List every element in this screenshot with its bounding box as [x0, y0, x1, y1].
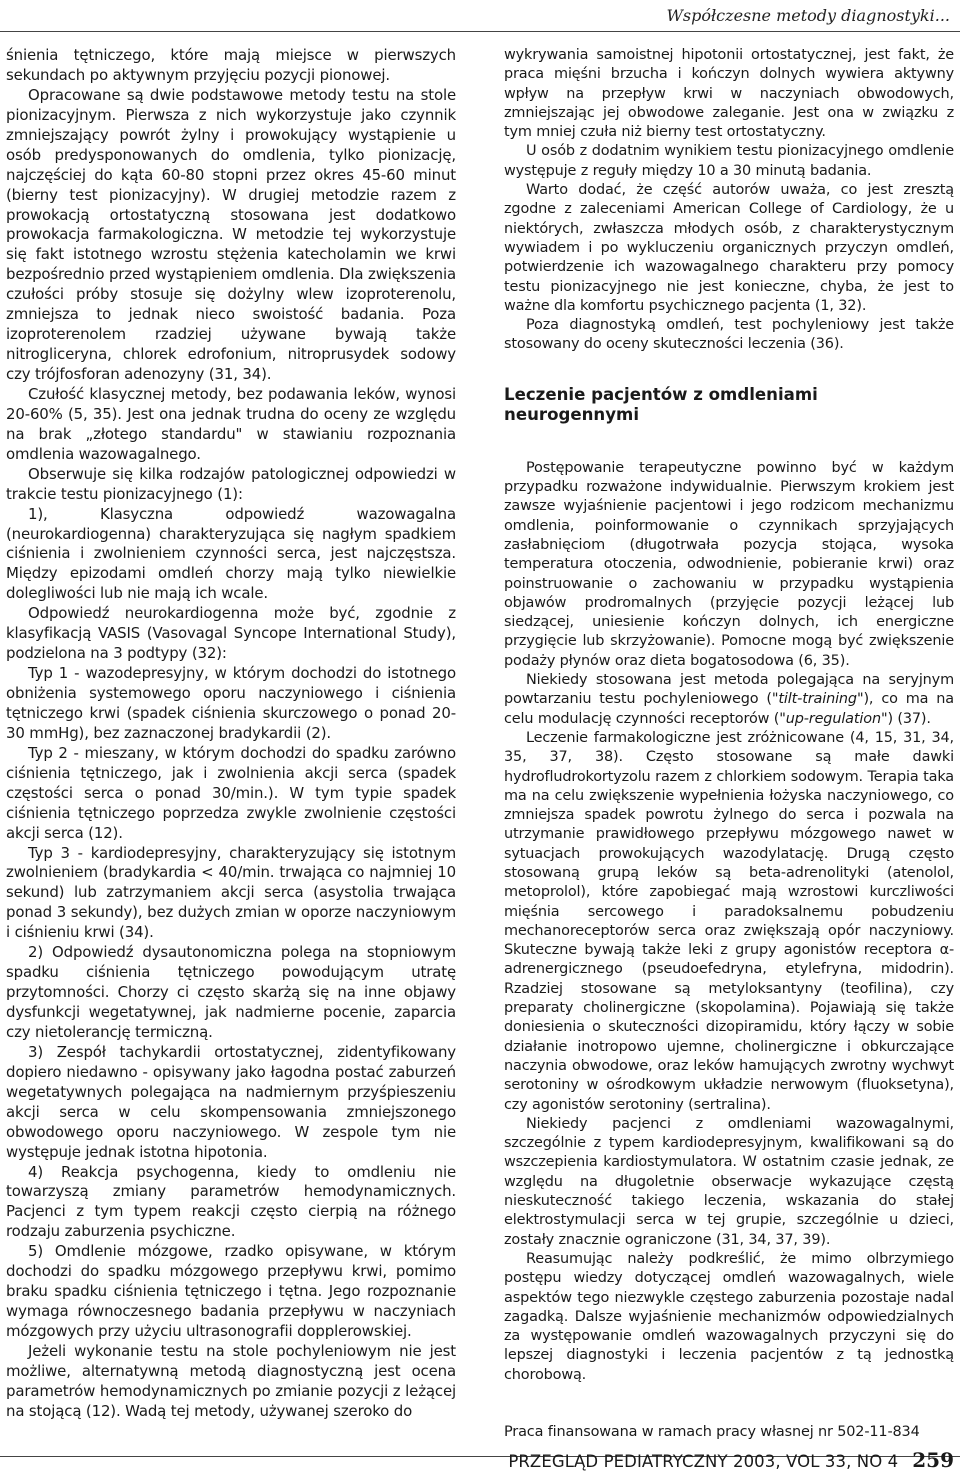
tilt-training-paragraph: [504, 671, 954, 729]
paragraph: 5) Omdlenie mózgowe, rzadko opisywane, w którym dochodzi do spadku mózgowego przepływu krwi, pomimo braku spadku ciśnienia tętniczego i tętna. Jego rozpoznanie wymaga równoczesnego badania przepływu w naczyniach mózgowych przy użyciu ultrasonografii dopplerowskiej.: [6, 1242, 456, 1340]
paragraph: Typ 2 - mieszany, w którym dochodzi do spadku zarówno ciśnienia tętniczego, jak i zwolnienia akcji serca (spadek częstości serca o ponad 30/min.). W tym typie spadek ciśnienia tętniczego poprzedza zwykle zwolnienie częstości akcji serca (12).: [6, 743, 456, 842]
text-run: ") (37).: [880, 710, 931, 727]
paragraph: Opracowane są dwie podstawowe metody testu na stole pionizacyjnym. Pierwsza z nich wykorzystuje jako czynnik zmniejszający powrót żylny i prowokujący wystąpienie u osób predysponowanych do omdlenia, tylko pionizację, najczęściej do kąta 60-80 stopni przez okres 45-60 minut (bierny test pionizacyjny). W drugiej metodzie razem z prowokacją ortostatyczną stosowana jest dodatkowo prowokacja farmakologiczna. W metodzie tej wykorzystuje się fakt istotnego wzrostu stężenia katecholamin we krwi bezpośrednio przed wystąpieniem omdlenia. Dla zwiększenia czułości próby stosuje się dożylny wlew izoproterenolu, zmniejsza to jednak nieco swoistość badania. Poza izoproterenolem rzadziej używane bywają także nitrogliceryna, chlorek edrofonium, nitroprusydek sodowy czy trójfosforan adenozyny (31, 34).: [6, 85, 456, 383]
section-heading: Leczenie pacjentów z omdleniami neurogennymi: [504, 384, 818, 424]
paragraph: Typ 1 - wazodepresyjny, w którym dochodzi do istotnego obniżenia systemowego oporu naczyniowego i ciśnienia tętniczego krwi (spadek ciśnienia skurczowego o ponad 20-30 mmHg), bez zaznaczonej bradykardii (2).: [6, 664, 456, 742]
paragraph: wykrywania samoistnej hipotonii ortostatycznej, jest fakt, że praca mięśni brzucha i kończyn dolnych wywiera aktywny wpływ na przepływ krwi w naczyniach obwodowych, zmniejszając jej obwodowe zaleganie. Jest ona w związku z tym mniej czuła niż bierny test ortostatyczny.: [504, 47, 954, 141]
paragraph: 3) Zespół tachykardii ortostatycznej, zidentyfikowany dopiero niedawno - opisywany jako łagodna postać zaburzeń wegetatywnych polegająca na nadmiernym przyśpieszeniu akcji serca w celu skompensowania zmniejszonego obwodowego oporu naczyniowego. W zespole tym nie występuje jednak istotna hipotonia.: [6, 1042, 456, 1161]
paragraph: Jeżeli wykonanie testu na stole pochyleniowym nie jest możliwe, alternatywną metodą diagnostyczną jest ocena parametrów hemodynamicznych po zmianie pozycji z leżącej na stojącą (12). Wadą tej metody, używanej szeroko do: [6, 1341, 456, 1420]
right-column: [504, 46, 954, 1442]
paragraph: Czułość klasycznej metody, bez podawania leków, wynosi 20-60% (5, 35). Jest ona jednak trudna do oceny ze względu na brak „złotego standardu" w stawianiu rozpoznania omdlenia wazowagalnego.: [6, 384, 456, 463]
paragraph: Obserwuje się kilka rodzajów patologicznej odpowiedzi w trakcie testu pionizacyjnego (1):: [6, 464, 456, 503]
header-rule: [0, 31, 960, 32]
paragraph: 2) Odpowiedź dysautonomiczna polega na stopniowym spadku ciśnienia tętniczego powodującym utratę przytomności. Chorzy ci często skarżą się na inne objawy dysfunkcji wegetatywnej, jak nadmierne pocenie, zaparcia czy nietolerancję termiczną.: [6, 943, 456, 1041]
text-run: Leczenie farmakologiczne jest zróżnicowane (4, 15, 31, 34, 35, 37, 38). Często stosowane są małe dawki hydrofludrokortyzolu razem z chlorkiem sodowym. Terapia taka ma na celu zwiększenie wypełnienia łożyska naczyniowego, co zmniejsza spadek powrotu żylnego do serca i pozwala na utrzymanie prawidłowego przepływu mózgowego nawet w sytuacjach prowokujących wazodylatację. Drugą często stosowaną grupą leków są beta-adrenolityki (atenolol, metoprolol), które zapobiegać mają wzrostowi kurczliwości mięśnia sercowego i paradoksalnemu pobudzeniu mechanoreceptorów serca oraz zwiększają opór naczyniowy. Skuteczne bywają także leki z grupy agonistów receptora: [504, 729, 954, 959]
pharmacology-paragraph: [504, 729, 954, 1115]
page-number: 259: [912, 1448, 954, 1472]
paragraph: Niekiedy pacjenci z omdleniami wazowagalnymi, szczególnie z typem kardiodepresyjnym, kwalifikowani są do wszczepienia kardiostymulatora. W ostatnim czasie jednak, ze względu na długoletnie obserwacje wykazujące częstą nieskuteczność takiego leczenia, wskazania do stałej elektrostymulacji serca w tej grupie, szczególnie u dzieci, zostały znacznie ograniczone (31, 34, 37, 39).: [504, 1115, 954, 1248]
paragraph: Typ 3 - kardiodepresyjny, charakteryzujący się istotnym zwolnieniem (bradykardia < 40/min. trwająca co najmniej 10 sekund) lub zatrzymaniem akcji serca (asystolia trwająca ponad 3 sekundy), bez dużych zmian w oporze naczyniowym i ciśnieniu krwi (34).: [6, 843, 456, 942]
text-run: -adrenergicznego (pseudoefedryna, etylefryna, midodrin). Rzadziej stosowane są metyloksantyny (teofilina), czy preparaty cholinergiczne (skopolamina). Pojawiają się także doniesienia o skuteczności dizopiramidu, który łączy w sobie działanie inotropowo ujemne, cholinergiczne i obkurczające naczynia obwodowe, oraz leków hamujących zwrotny wychwyt serotoniny w ośrodkowym układzie nerwowym (fluoksetyna), czy agonistów serotoniny (sertralina).: [504, 942, 954, 1113]
italic-term: tilt-training: [778, 691, 857, 708]
paragraph: Reasumując należy podkreślić, że mimo olbrzymiego postępu wiedzy dotyczącej omdleń wazowagalnych, wiele aspektów tego niezwykle częstego zaburzenia pozostaje nadal zagadką. Dalsze wyjaśnienie mechanizmów odpowiedzialnych za występowanie omdleń wazowagalnych przyczyni się do lepszej diagnostyki i leczenia pacjentów z tą jednostką chorobową.: [504, 1250, 954, 1383]
paragraph: Warto dodać, że część autorów uważa, co jest zresztą zgodne z zaleceniami American College of Cardiology, że u niektórych, zwłaszcza młodych osób, z charakterystycznym wywiadem i po wykluczeniu organicznych przyczyn omdleń, potwierdzenie ich wazowagalnego charakteru przy pomocy testu pionizacyjnego nie jest konieczne, chyba, że jest to ważne dla komfortu psychicznego pacjenta (1, 32).: [504, 182, 954, 314]
paragraph: U osób z dodatnim wynikiem testu pionizacyjnego omdlenie występuje z reguły między 10 a 30 minutą badania.: [504, 143, 954, 179]
funding-note: Praca finansowana w ramach pracy własnej nr 502-11-834: [504, 1424, 920, 1440]
paragraph: 4) Reakcja psychogenna, kiedy to omdleniu nie towarzyszą zmiany parametrów hemodynamicznych. Pacjenci z tym typem reakcji często cierpią na różnego rodzaju zaburzenia psychiczne.: [6, 1162, 456, 1241]
italic-term: up-regulation: [785, 710, 881, 727]
journal-citation: PRZEGLĄD PEDIATRYCZNY 2003, VOL 33, NO 4: [508, 1452, 899, 1471]
paragraph: Postępowanie terapeutyczne powinno być w każdym przypadku rozważone indywidualnie. Pierwszym krokiem jest zawsze wyjaśnienie pacjentowi i jego rodzicom mechanizmu omdlenia, poinformowanie o czynnikach sprzyjających zasłabnięciom (długotrwała pozycja stojąca, wysoka temperatura otoczenia, odwodnienie, pobieranie krwi) oraz poinstruowanie o zachowaniu w przypadku wystąpienia objawów prodromalnych (przyjęcie pozycji leżącej lub siedzącej, uniesienie kończyn dolnych, ich energiczne przygięcie lub skrzyżowanie). Pomocne mogą być zwiększenie podaży płynów oraz dieta bogatosodowa (6, 35).: [504, 459, 954, 669]
left-column: [6, 46, 456, 1422]
page-footer: [508, 1448, 954, 1472]
text-run: "), co ma na celu modulację czynności receptorów (": [504, 691, 954, 727]
paragraph: 1), Klasyczna odpowiedź wazowagalna (neurokardiogenna) charakteryzująca się nagłym spadkiem ciśnienia i zwolnieniem czynności serca, jest najczęstsza. Między epizodami omdleń chorzy mają tylko niewielkie dolegliwości lub nie mają ich wcale.: [6, 504, 456, 603]
running-head: Współczesne metody diagnostyki...: [666, 6, 950, 25]
paragraph: Poza diagnostyką omdleń, test pochyleniowy jest także stosowany do oceny skuteczności leczenia (36).: [504, 317, 954, 353]
paragraph: śnienia tętniczego, które mają miejsce w pierwszych sekundach po aktywnym przyjęciu pozycji pionowej.: [6, 46, 456, 84]
text-run: Niekiedy stosowana jest metoda polegająca na seryjnym powtarzaniu testu pochyleniowego (": [504, 672, 954, 708]
alpha-symbol: α: [939, 942, 949, 959]
paragraph: Odpowiedź neurokardiogenna może być, zgodnie z klasyfikacją VASIS (Vasovagal Syncope International Study), podzielona na 3 podtypy (32):: [6, 604, 456, 663]
